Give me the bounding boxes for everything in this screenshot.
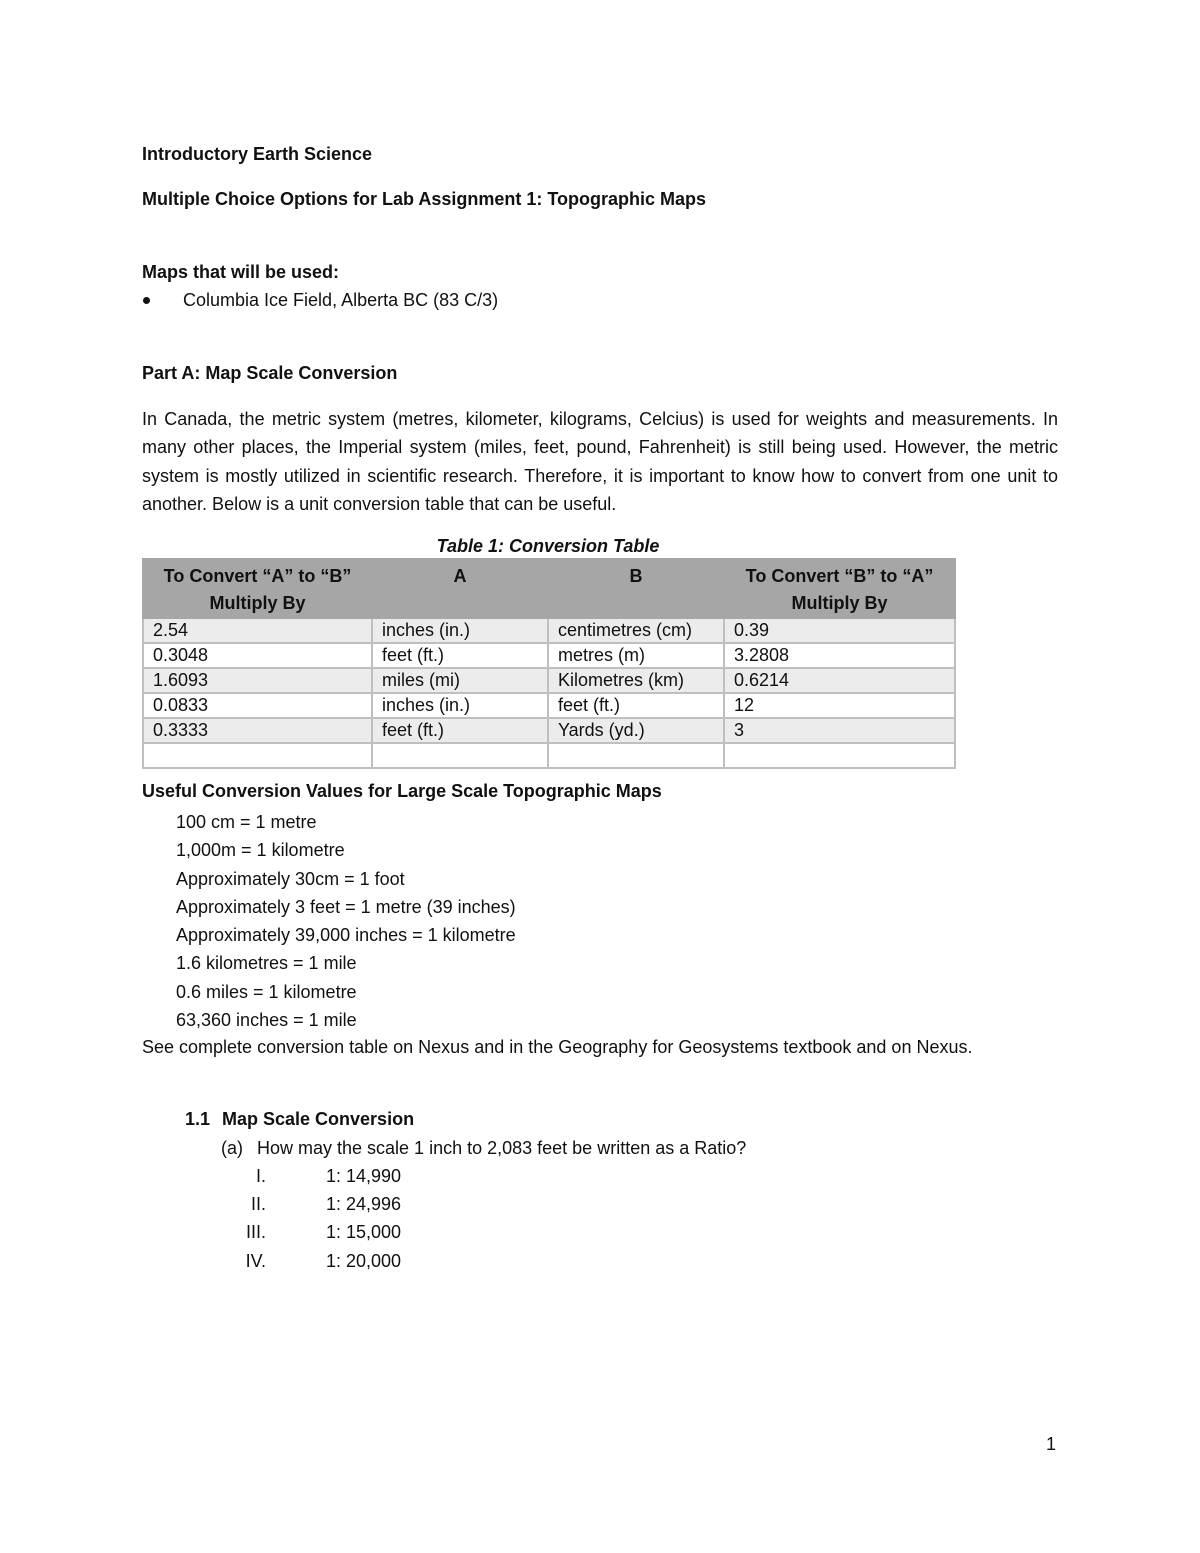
header-b-to-a [724,559,955,618]
option-text: 1: 15,000 [326,1222,402,1242]
option-numeral: II. [250,1194,266,1214]
list-item: 1,000m = 1 kilometre [176,840,345,861]
header-a: A [372,559,548,618]
table-row [143,668,955,693]
part-a-heading: Part A: Map Scale Conversion [142,363,398,383]
table-cell: inches (in.) [372,618,548,643]
table-cell [372,743,548,768]
table-row-empty [143,743,955,768]
list-item: Approximately 3 feet = 1 metre (39 inches) [176,896,516,917]
table-cell: 2.54 [143,618,372,643]
maps-heading: Maps that will be used: [142,262,340,282]
table-cell: 0.3048 [143,643,372,668]
page-number: 1 [1046,1434,1057,1454]
question-label: (a) [221,1138,243,1158]
bullet-icon [143,297,150,304]
table-cell [548,743,724,768]
table-cell: Kilometres (km) [548,668,724,693]
header-a-to-b-line2: Multiply By [209,593,306,613]
table-cell: feet (ft.) [372,718,548,743]
table-cell: inches (in.) [372,693,548,718]
conversion-table [142,558,956,769]
header-b-to-a-line1: To Convert “B” to “A” [745,566,934,586]
header-b: B [548,559,724,618]
table-cell: metres (m) [548,643,724,668]
table-cell: 3 [724,718,955,743]
list-item: 63,360 inches = 1 mile [176,1010,357,1031]
table-row [143,643,955,668]
list-item: Approximately 30cm = 1 foot [176,868,405,889]
table-cell: miles (mi) [372,668,548,693]
table-row [143,718,955,743]
table-cell: 0.6214 [724,668,955,693]
table-cell: feet (ft.) [548,693,724,718]
option-text: 1: 14,990 [326,1166,402,1186]
table-row [143,693,955,718]
table-cell: Yards (yd.) [548,718,724,743]
question-text: How may the scale 1 inch to 2,083 feet be written as a Ratio? [257,1138,747,1158]
option-numeral: I. [255,1166,266,1186]
table-row [143,618,955,643]
header-a-to-b [143,559,372,618]
table-cell: feet (ft.) [372,643,548,668]
table-cell [724,743,955,768]
option-numeral: III. [245,1222,266,1242]
option-numeral: IV. [245,1251,266,1271]
list-item: 1.6 kilometres = 1 mile [176,953,357,974]
option-text: 1: 20,000 [326,1251,402,1271]
section-number: 1.1 [185,1109,211,1129]
assignment-title: Multiple Choice Options for Lab Assignment 1: Topographic Maps [142,189,707,209]
table-cell: 0.0833 [143,693,372,718]
table-caption: Table 1: Conversion Table [436,536,660,556]
table-cell: 3.2808 [724,643,955,668]
useful-list [176,808,516,1034]
table-cell: 0.39 [724,618,955,643]
course-title: Introductory Earth Science [142,144,373,164]
header-a-to-b-line1: To Convert “A” to “B” [163,566,352,586]
table-header-row [143,559,955,618]
table-cell: 1.6093 [143,668,372,693]
table-cell: 0.3333 [143,718,372,743]
part-a-paragraph: In Canada, the metric system (metres, kilometer, kilograms, Celcius) is used for weights and measurements. In many other places, the Imperial system (miles, feet, pound, Fahrenheit) is still being used. However, the metric system is mostly utilized in scientific research. Therefore, it is important to know how to convert from one unit to another. Below is a unit conversion table that can be useful. [142,409,1058,514]
list-item: 100 cm = 1 metre [176,812,317,832]
section-title: Map Scale Conversion [222,1109,415,1129]
header-b-to-a-line2: Multiply By [791,593,888,613]
list-item: Approximately 39,000 inches = 1 kilometre [176,925,516,946]
table-cell: centimetres (cm) [548,618,724,643]
table-cell: 12 [724,693,955,718]
map-list-item: Columbia Ice Field, Alberta BC (83 C/3) [183,290,499,310]
list-item: 0.6 miles = 1 kilometre [176,981,357,1002]
option-text: 1: 24,996 [326,1194,402,1214]
conversion-note: See complete conversion table on Nexus and in the Geography for Geosystems textbook and on Nexus. [142,1037,973,1057]
table-cell [143,743,372,768]
useful-heading: Useful Conversion Values for Large Scale Topographic Maps [142,781,662,801]
